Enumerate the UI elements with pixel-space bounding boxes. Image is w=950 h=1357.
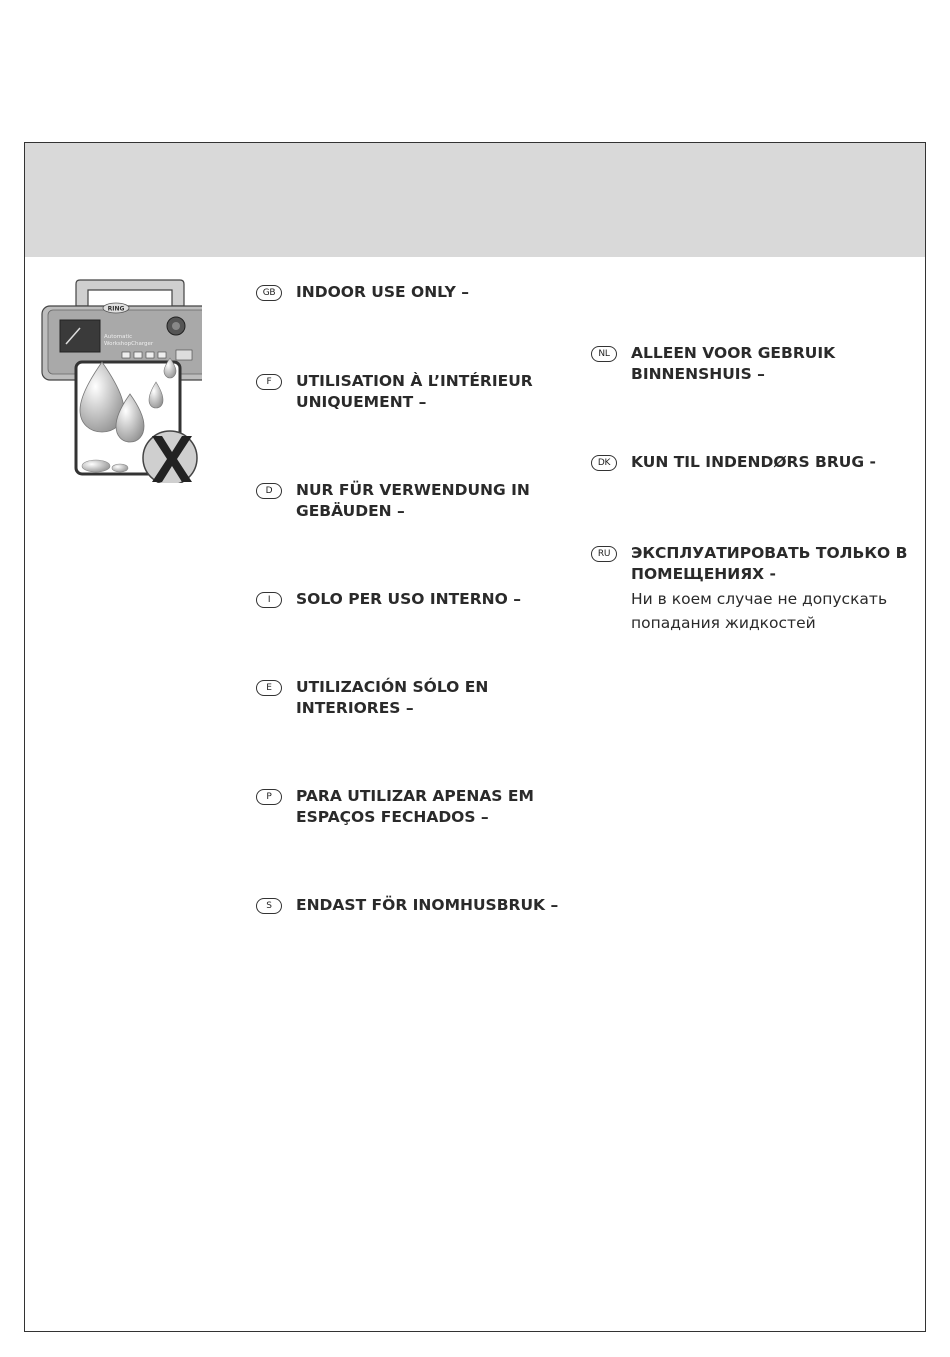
- entry-s: [256, 895, 558, 916]
- entry-heading: INDOOR USE ONLY –: [296, 283, 470, 301]
- entry-heading: UTILISATION À L’INTÉRIEUR UNIQUEMENT –: [296, 372, 533, 411]
- entry-heading: ЭКСПЛУАТИРОВАТЬ ТОЛЬКО В ПОМЕЩЕНИЯХ -: [631, 544, 908, 583]
- language-badge: D: [256, 483, 282, 499]
- entry-d: [256, 480, 530, 522]
- indoor-only-illustration: [40, 278, 202, 483]
- entry-heading: ENDAST FÖR INOMHUSBRUK –: [296, 896, 559, 914]
- entry-nl: [591, 343, 835, 385]
- entry-body: Ни в коем случае не допускать попадания жидкостей: [631, 590, 888, 632]
- header-band: [25, 143, 925, 257]
- product-line-1: Automatic: [104, 334, 133, 340]
- language-badge: RU: [591, 546, 617, 562]
- prohibited-x-icon: [143, 431, 197, 483]
- language-badge: F: [256, 374, 282, 390]
- entry-ru: [591, 543, 907, 635]
- language-badge: GB: [256, 285, 282, 301]
- product-line-2: WorkshopCharger: [104, 341, 154, 347]
- entry-heading: NUR FÜR VERWENDUNG IN GEBÄUDEN –: [296, 481, 530, 520]
- language-badge: E: [256, 680, 282, 696]
- language-badge: NL: [591, 346, 617, 362]
- brand-logo-text: RING: [107, 305, 125, 313]
- entry-heading: SOLO PER USO INTERNO –: [296, 590, 521, 608]
- language-badge: DK: [591, 455, 617, 471]
- entry-heading: ALLEEN VOOR GEBRUIK BINNENSHUIS –: [631, 344, 836, 383]
- entry-heading: UTILIZACIÓN SÓLO EN INTERIORES –: [296, 678, 489, 717]
- entry-p: [256, 786, 534, 828]
- language-badge: P: [256, 789, 282, 805]
- language-badge: I: [256, 592, 282, 608]
- language-badge: S: [256, 898, 282, 914]
- entry-e: [256, 677, 488, 719]
- entry-dk: [591, 452, 876, 473]
- entry-f: [256, 371, 533, 413]
- entry-heading: KUN TIL INDENDØRS BRUG -: [631, 453, 876, 471]
- entry-gb: [256, 282, 469, 303]
- entry-heading: PARA UTILIZAR APENAS EM ESPAÇOS FECHADOS –: [296, 787, 534, 826]
- entry-i: [256, 589, 521, 610]
